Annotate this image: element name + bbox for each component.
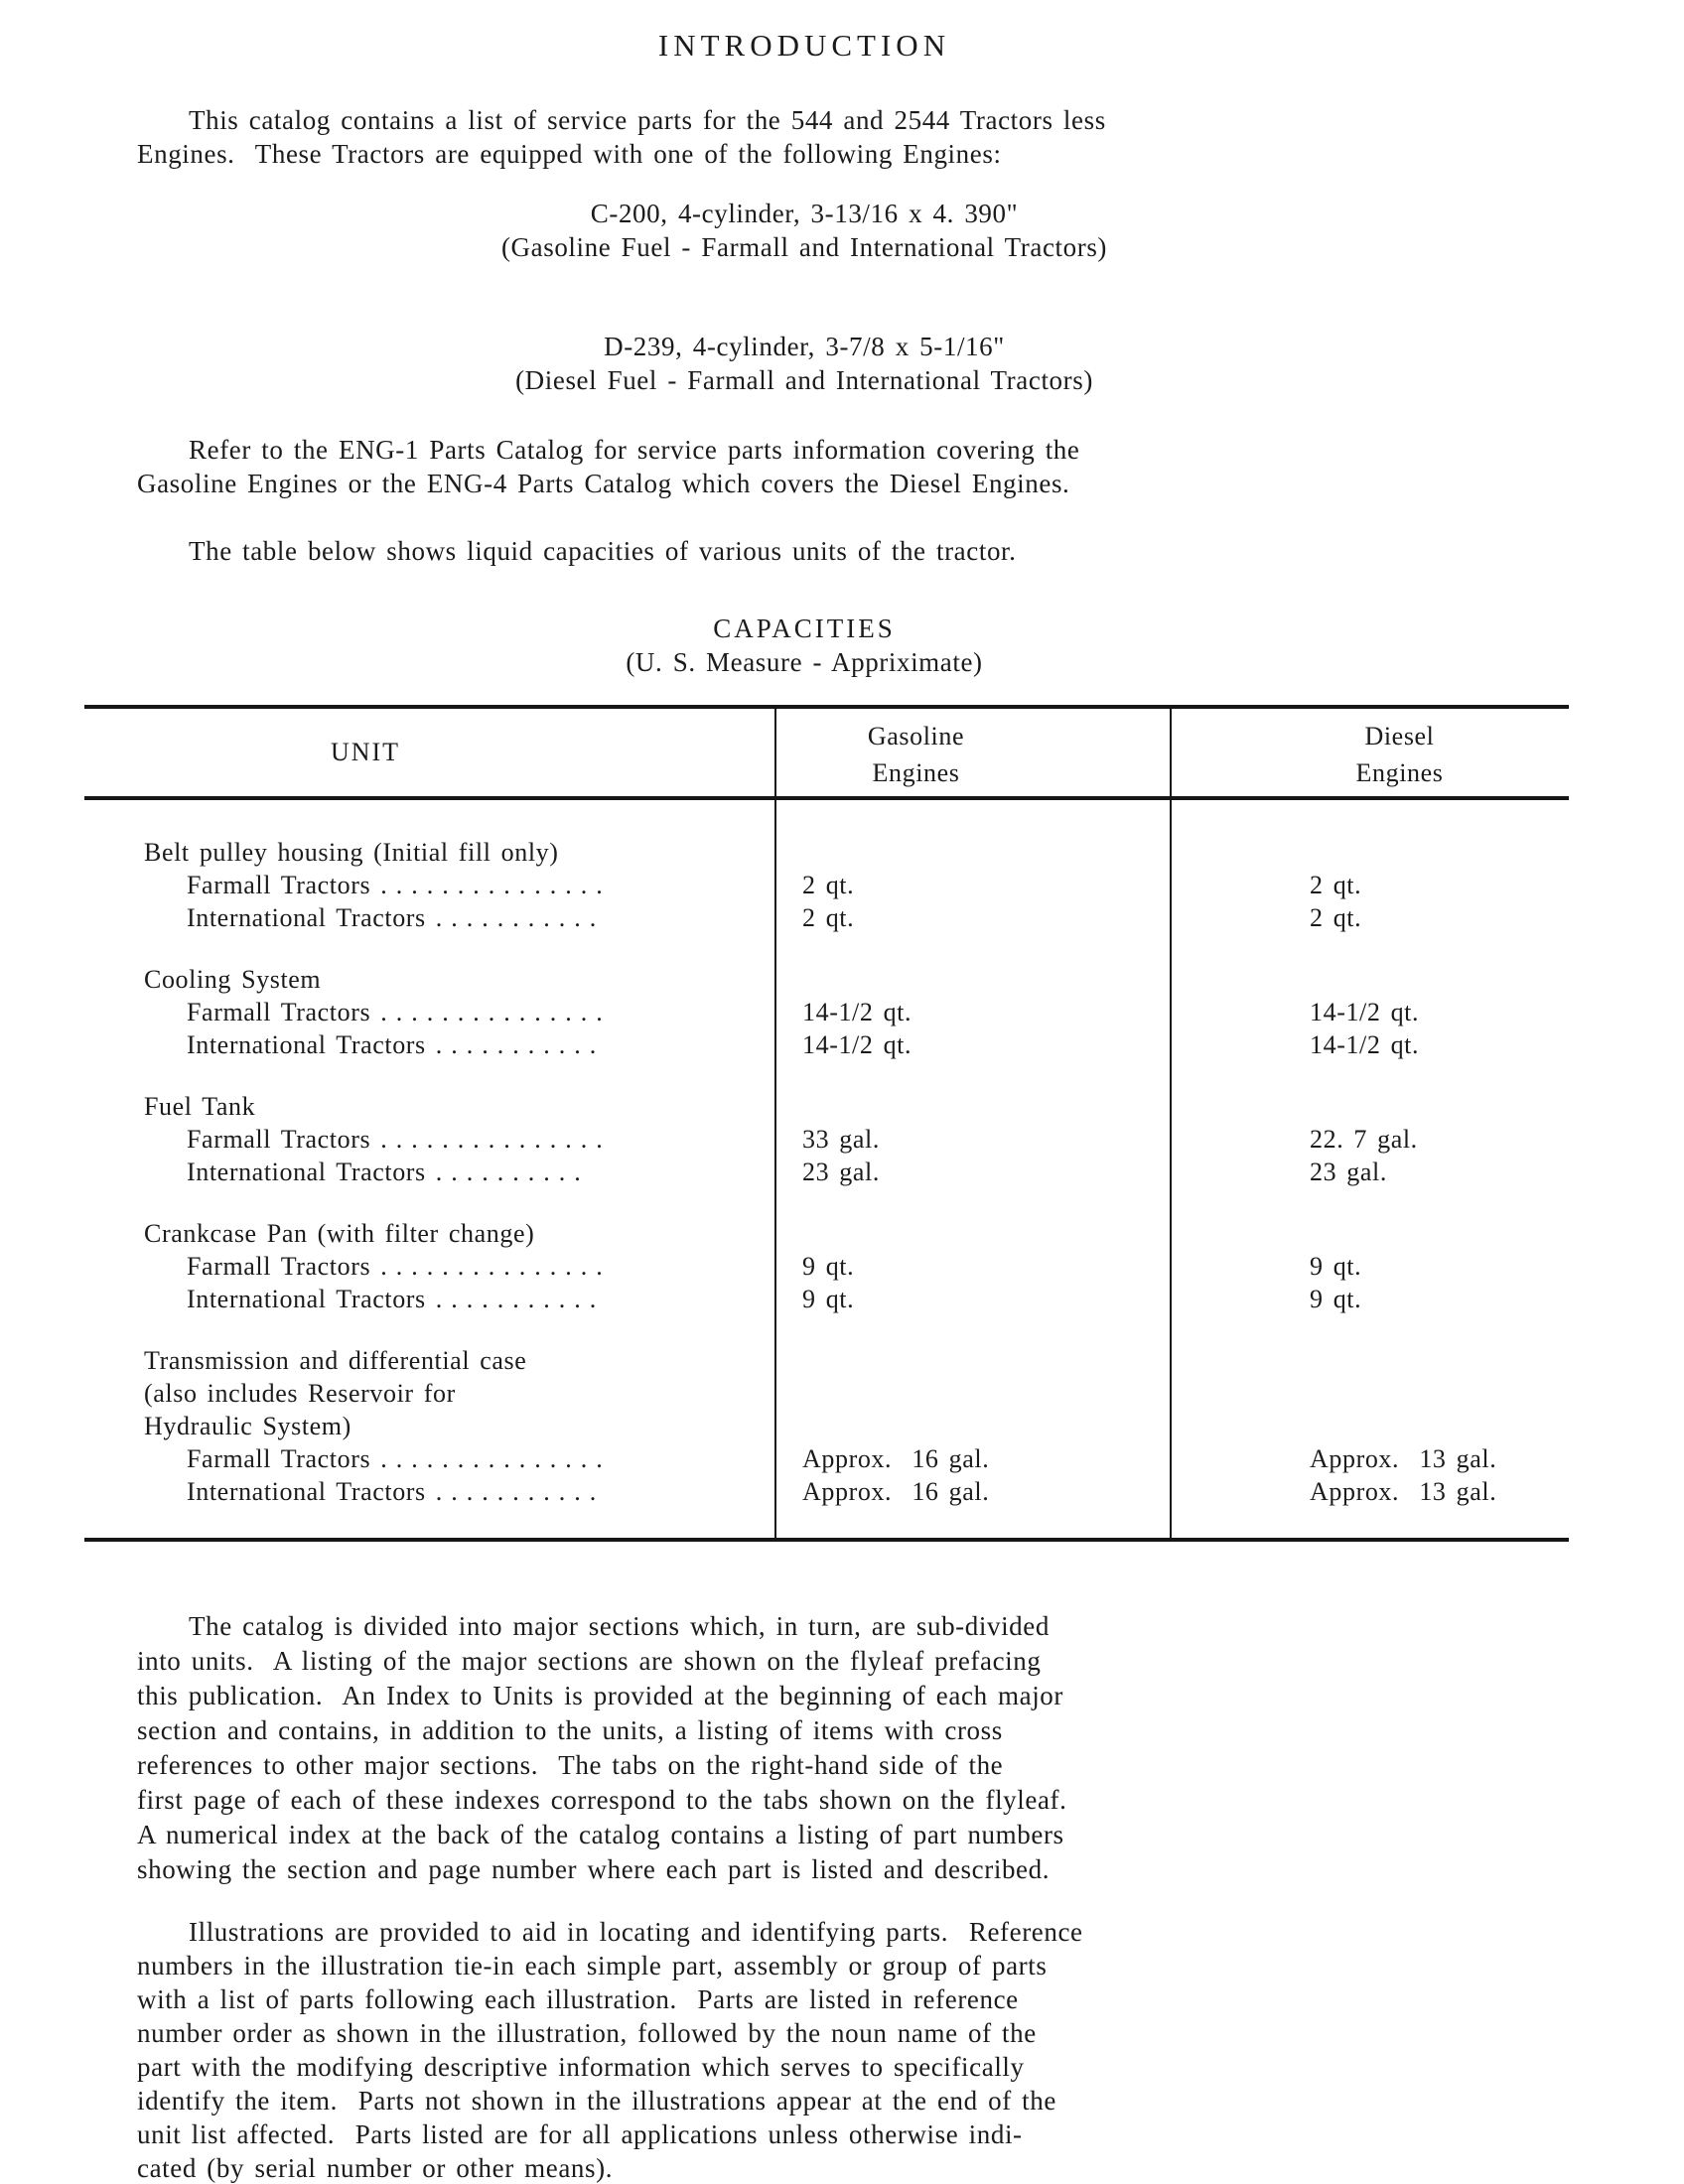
refer-paragraph bbox=[137, 433, 1527, 500]
diesel-cell: 2 qt. bbox=[1310, 871, 1362, 899]
diesel-cell bbox=[1171, 1315, 1569, 1344]
illustrations-paragraph bbox=[137, 1915, 1527, 2184]
table-row-spacer bbox=[84, 934, 1569, 963]
capacities-subtitle: (U. S. Measure - Appriximate) bbox=[626, 647, 983, 677]
unit-cell bbox=[84, 1123, 775, 1156]
text-line: numbers in the illustration tie-in each simple part, assembly or group of parts bbox=[137, 1951, 1048, 1980]
engine-fuel-gasoline: (Gasoline Fuel - Farmall and International Tractors) bbox=[500, 232, 1108, 262]
unit-group-label: Fuel Tank bbox=[144, 1092, 256, 1121]
unit-group-label: Cooling System bbox=[144, 965, 322, 994]
text-line: references to other major sections. The tabs on the right-hand side of the bbox=[137, 1750, 1004, 1780]
unit-item-label bbox=[84, 1250, 775, 1283]
table-row-item bbox=[84, 1283, 1569, 1315]
gasoline-cell bbox=[775, 1217, 1171, 1250]
table-row-item bbox=[84, 1123, 1569, 1156]
dot-leader: ........... bbox=[435, 1030, 606, 1059]
unit-cell bbox=[84, 1188, 775, 1217]
unit-item-text: Farmall Tractors bbox=[187, 871, 371, 899]
unit-cell bbox=[84, 901, 775, 934]
diesel-cell: 23 gal. bbox=[1310, 1158, 1387, 1186]
gasoline-cell: 33 gal. bbox=[802, 1125, 880, 1154]
unit-item-label bbox=[84, 996, 775, 1028]
text-line: The table below shows liquid capacities of various units of the tractor. bbox=[189, 536, 1017, 566]
unit-cell bbox=[84, 1442, 775, 1475]
unit-item-text: Farmall Tractors bbox=[187, 1444, 371, 1473]
unit-cell bbox=[84, 1156, 775, 1188]
table-row-item bbox=[84, 1028, 1569, 1061]
capacities-title: CAPACITIES bbox=[713, 614, 896, 643]
table-row-spacer bbox=[84, 1315, 1569, 1344]
gasoline-cell bbox=[775, 1344, 1171, 1442]
dot-leader: ............... bbox=[380, 871, 612, 899]
column-header-diesel bbox=[1171, 709, 1569, 796]
text-line: This catalog contains a list of service parts for the 544 and 2544 Tractors less bbox=[189, 105, 1106, 135]
unit-cell bbox=[84, 1475, 775, 1508]
capacities-heading bbox=[0, 612, 1609, 679]
engine-fuel-diesel: (Diesel Fuel - Farmall and International Tractors) bbox=[515, 365, 1093, 395]
table-row-spacer bbox=[84, 1188, 1569, 1217]
capacities-table bbox=[84, 705, 1569, 1542]
dot-leader: ............... bbox=[380, 1444, 612, 1473]
diesel-cell bbox=[1171, 1344, 1569, 1442]
diesel-cell bbox=[1171, 934, 1569, 963]
diesel-cell bbox=[1171, 1217, 1569, 1250]
table-intro-paragraph bbox=[137, 534, 1527, 568]
diesel-cell bbox=[1171, 1188, 1569, 1217]
table-column-divider-1 bbox=[774, 709, 776, 1538]
table-body bbox=[84, 800, 1569, 1538]
gasoline-cell bbox=[775, 1090, 1171, 1123]
dot-leader: .......... bbox=[435, 1158, 590, 1186]
unit-item-text: International Tractors bbox=[187, 1285, 426, 1313]
diesel-cell bbox=[1171, 836, 1569, 869]
table-row-group bbox=[84, 963, 1569, 996]
unit-item-text: International Tractors bbox=[187, 1030, 426, 1059]
dot-leader: ........... bbox=[435, 1285, 606, 1313]
unit-group-label: Crankcase Pan (with filter change) bbox=[144, 1219, 535, 1248]
engine-spec-diesel bbox=[0, 330, 1609, 397]
catalog-paragraph bbox=[137, 1609, 1527, 1887]
unit-item-label bbox=[84, 1156, 775, 1188]
gasoline-cell: Approx. 16 gal. bbox=[802, 1477, 990, 1506]
gasoline-cell: 23 gal. bbox=[802, 1158, 880, 1186]
column-header-gasoline-line2: Engines bbox=[872, 758, 960, 787]
diesel-cell: Approx. 13 gal. bbox=[1310, 1444, 1497, 1473]
diesel-cell bbox=[1171, 963, 1569, 996]
unit-item-text: Farmall Tractors bbox=[187, 1252, 371, 1281]
table-row-group bbox=[84, 836, 1569, 869]
page-title: INTRODUCTION bbox=[657, 28, 951, 63]
unit-item-text: Farmall Tractors bbox=[187, 1125, 371, 1154]
text-line: identify the item. Parts not shown in the illustrations appear at the end of the bbox=[137, 2086, 1056, 2116]
text-line: section and contains, in addition to the units, a listing of items with cross bbox=[137, 1715, 1003, 1745]
dot-leader: ........... bbox=[435, 903, 606, 932]
text-line: Illustrations are provided to aid in locating and identifying parts. Reference bbox=[189, 1917, 1083, 1947]
unit-item-label bbox=[84, 901, 775, 934]
unit-cell bbox=[84, 963, 775, 996]
unit-item-label bbox=[84, 1475, 775, 1508]
text-line: Gasoline Engines or the ENG-4 Parts Catalog which covers the Diesel Engines. bbox=[137, 469, 1070, 498]
unit-cell bbox=[84, 1217, 775, 1250]
table-row-item bbox=[84, 996, 1569, 1028]
dot-leader: ........... bbox=[435, 1477, 606, 1506]
gasoline-cell: 9 qt. bbox=[802, 1285, 855, 1313]
text-line: into units. A listing of the major sections are shown on the flyleaf prefacing bbox=[137, 1646, 1042, 1676]
diesel-cell: 14-1/2 qt. bbox=[1310, 998, 1420, 1026]
table-row-item bbox=[84, 869, 1569, 901]
unit-cell bbox=[84, 1061, 775, 1090]
diesel-cell: 22. 7 gal. bbox=[1310, 1125, 1418, 1154]
column-header-gasoline bbox=[775, 709, 1171, 796]
column-header-diesel-line1: Diesel bbox=[1364, 722, 1435, 751]
text-line: unit list affected. Parts listed are for all applications unless otherwise indi- bbox=[137, 2119, 1023, 2149]
gasoline-cell bbox=[775, 963, 1171, 996]
unit-cell bbox=[84, 836, 775, 869]
title-zone bbox=[0, 28, 1609, 64]
unit-item-label bbox=[84, 1442, 775, 1475]
unit-item-label bbox=[84, 869, 775, 901]
text-line: A numerical index at the back of the catalog contains a listing of part numbers bbox=[137, 1820, 1064, 1849]
unit-group-label: (also includes Reservoir for bbox=[144, 1379, 456, 1408]
table-column-divider-2 bbox=[1170, 709, 1172, 1538]
unit-cell bbox=[84, 1344, 775, 1442]
unit-item-label bbox=[84, 1283, 775, 1315]
table-row-group bbox=[84, 1344, 1569, 1442]
text-line: showing the section and page number where each part is listed and described. bbox=[137, 1854, 1051, 1884]
unit-group-label: Belt pulley housing (Initial fill only) bbox=[144, 838, 559, 867]
diesel-cell: Approx. 13 gal. bbox=[1310, 1477, 1497, 1506]
unit-group-label: Transmission and differential case bbox=[144, 1346, 527, 1375]
table-row-item bbox=[84, 1442, 1569, 1475]
diesel-cell: 9 qt. bbox=[1310, 1285, 1362, 1313]
gasoline-cell: 14-1/2 qt. bbox=[802, 998, 912, 1026]
text-line: number order as shown in the illustration, followed by the noun name of the bbox=[137, 2018, 1037, 2048]
table-row-item bbox=[84, 1475, 1569, 1508]
unit-item-text: International Tractors bbox=[187, 1158, 426, 1186]
text-line: with a list of parts following each illustration. Parts are listed in reference bbox=[137, 1984, 1019, 2014]
unit-cell bbox=[84, 869, 775, 901]
gasoline-cell bbox=[775, 1188, 1171, 1217]
text-line: Engines. These Tractors are equipped with one of the following Engines: bbox=[137, 139, 1002, 169]
column-header-diesel-line2: Engines bbox=[1355, 758, 1444, 787]
diesel-cell: 2 qt. bbox=[1310, 903, 1362, 932]
diesel-cell bbox=[1171, 1061, 1569, 1090]
table-row-item bbox=[84, 901, 1569, 934]
diesel-cell: 14-1/2 qt. bbox=[1310, 1030, 1420, 1059]
intro-paragraph bbox=[137, 103, 1527, 171]
gasoline-cell bbox=[775, 836, 1171, 869]
gasoline-cell: 14-1/2 qt. bbox=[802, 1030, 912, 1059]
unit-cell bbox=[84, 1283, 775, 1315]
text-line: this publication. An Index to Units is provided at the beginning of each major bbox=[137, 1681, 1063, 1710]
text-line: first page of each of these indexes correspond to the tabs shown on the flyleaf. bbox=[137, 1785, 1067, 1815]
table-row-spacer bbox=[84, 1061, 1569, 1090]
unit-item-label bbox=[84, 1028, 775, 1061]
table-row-group bbox=[84, 1090, 1569, 1123]
gasoline-cell: 2 qt. bbox=[802, 871, 855, 899]
column-header-unit: UNIT bbox=[330, 738, 401, 766]
text-line: Refer to the ENG-1 Parts Catalog for service parts information covering the bbox=[189, 435, 1080, 465]
unit-cell bbox=[84, 1315, 775, 1344]
dot-leader: ............... bbox=[380, 1125, 612, 1154]
unit-group-label: Hydraulic System) bbox=[144, 1412, 351, 1440]
gasoline-cell: 9 qt. bbox=[802, 1252, 855, 1281]
unit-cell bbox=[84, 1250, 775, 1283]
text-line: part with the modifying descriptive information which serves to specifically bbox=[137, 2052, 1025, 2082]
gasoline-cell bbox=[775, 934, 1171, 963]
diesel-cell bbox=[1171, 1090, 1569, 1123]
text-line: The catalog is divided into major sections which, in turn, are sub-divided bbox=[189, 1611, 1050, 1641]
unit-cell bbox=[84, 996, 775, 1028]
table-row-item bbox=[84, 1250, 1569, 1283]
dot-leader: ............... bbox=[380, 998, 612, 1026]
table-row-item bbox=[84, 1156, 1569, 1188]
engine-model-gasoline: C-200, 4-cylinder, 3-13/16 x 4. 390" bbox=[590, 199, 1019, 228]
unit-item-text: International Tractors bbox=[187, 1477, 426, 1506]
diesel-cell: 9 qt. bbox=[1310, 1252, 1362, 1281]
dot-leader: ............... bbox=[380, 1252, 612, 1281]
engine-model-diesel: D-239, 4-cylinder, 3-7/8 x 5-1/16" bbox=[604, 332, 1005, 361]
table-row-group bbox=[84, 1217, 1569, 1250]
unit-item-label bbox=[84, 1123, 775, 1156]
unit-item-text: International Tractors bbox=[187, 903, 426, 932]
unit-cell bbox=[84, 934, 775, 963]
gasoline-cell bbox=[775, 1061, 1171, 1090]
gasoline-cell: Approx. 16 gal. bbox=[802, 1444, 990, 1473]
table-header-row bbox=[84, 709, 1569, 800]
gasoline-cell bbox=[775, 1315, 1171, 1344]
unit-item-text: Farmall Tractors bbox=[187, 998, 371, 1026]
column-header-gasoline-line1: Gasoline bbox=[867, 722, 965, 751]
unit-cell bbox=[84, 1090, 775, 1123]
engine-spec-gasoline bbox=[0, 197, 1609, 264]
gasoline-cell: 2 qt. bbox=[802, 903, 855, 932]
text-line: cated (by serial number or other means). bbox=[137, 2153, 614, 2183]
unit-cell bbox=[84, 1028, 775, 1061]
